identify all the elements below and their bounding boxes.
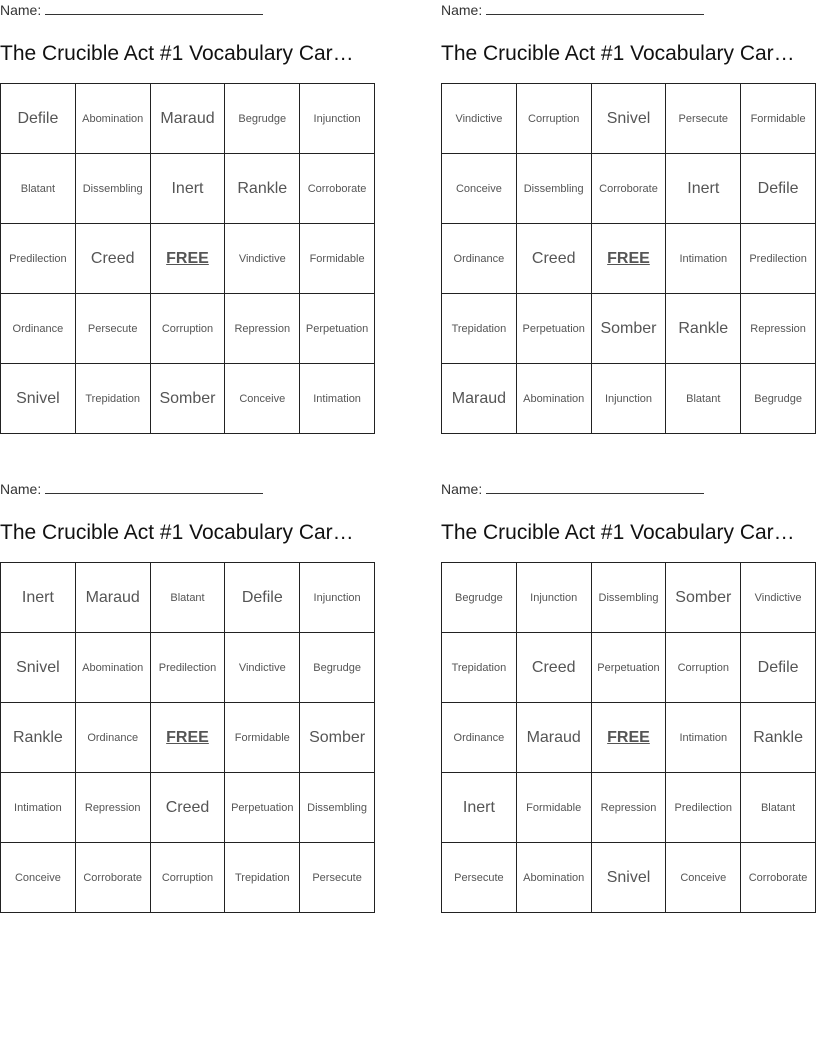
grid-cell[interactable]: Defile (1, 84, 76, 154)
name-underline[interactable] (45, 3, 263, 15)
grid-cell[interactable]: Somber (151, 364, 226, 434)
grid-cell[interactable]: Formidable (300, 224, 375, 294)
grid-cell[interactable]: Begrudge (300, 633, 375, 703)
grid-cell[interactable]: Ordinance (442, 703, 517, 773)
grid-cell[interactable]: Begrudge (225, 84, 300, 154)
grid-cell[interactable]: Abomination (76, 84, 151, 154)
grid-cell[interactable]: Begrudge (741, 364, 816, 434)
grid-cell[interactable]: Inert (666, 154, 741, 224)
grid-cell[interactable]: Snivel (1, 364, 76, 434)
grid-cell[interactable]: Creed (151, 773, 226, 843)
grid-cell[interactable]: Corruption (517, 84, 592, 154)
grid-cell[interactable]: Somber (592, 294, 667, 364)
grid-cell[interactable]: Blatant (151, 563, 226, 633)
card-title: The Crucible Act #1 Vocabulary Car… (441, 42, 795, 65)
grid-cell[interactable]: Corroborate (741, 843, 816, 913)
bingo-grid (441, 83, 816, 434)
name-label: Name: (441, 481, 483, 497)
grid-cell[interactable]: Dissembling (76, 154, 151, 224)
grid-cell[interactable]: Dissembling (517, 154, 592, 224)
free-space-cell[interactable]: FREE (151, 224, 226, 294)
grid-cell[interactable]: Blatant (741, 773, 816, 843)
grid-cell[interactable]: Formidable (741, 84, 816, 154)
card-title: The Crucible Act #1 Vocabulary Car… (0, 521, 354, 544)
grid-cell[interactable]: Rankle (666, 294, 741, 364)
grid-cell[interactable]: Snivel (592, 843, 667, 913)
free-space-cell[interactable]: FREE (592, 224, 667, 294)
grid-cell[interactable]: Injunction (517, 563, 592, 633)
grid-cell[interactable]: Ordinance (76, 703, 151, 773)
grid-cell[interactable]: Blatant (1, 154, 76, 224)
grid-cell[interactable]: Formidable (225, 703, 300, 773)
grid-cell[interactable]: Rankle (225, 154, 300, 224)
name-field (441, 2, 704, 18)
grid-cell[interactable]: Rankle (741, 703, 816, 773)
grid-cell[interactable]: Trepidation (76, 364, 151, 434)
bingo-grid (0, 83, 375, 434)
grid-cell[interactable]: Corruption (151, 843, 226, 913)
grid-cell[interactable]: Snivel (592, 84, 667, 154)
grid-cell[interactable]: Perpetuation (225, 773, 300, 843)
grid-cell[interactable]: Conceive (442, 154, 517, 224)
grid-cell[interactable]: Predilection (1, 224, 76, 294)
name-underline[interactable] (45, 482, 263, 494)
grid-cell[interactable]: Blatant (666, 364, 741, 434)
grid-cell[interactable]: Repression (592, 773, 667, 843)
grid-cell[interactable]: Vindictive (225, 224, 300, 294)
grid-cell[interactable]: Perpetuation (300, 294, 375, 364)
grid-cell[interactable]: Defile (741, 633, 816, 703)
name-underline[interactable] (486, 3, 704, 15)
grid-cell[interactable]: Maraud (517, 703, 592, 773)
grid-cell[interactable]: Inert (442, 773, 517, 843)
name-label: Name: (0, 2, 42, 18)
grid-cell[interactable]: Corruption (151, 294, 226, 364)
grid-cell[interactable]: Begrudge (442, 563, 517, 633)
grid-cell[interactable]: Abomination (517, 843, 592, 913)
grid-cell[interactable]: Persecute (300, 843, 375, 913)
grid-cell[interactable]: Corroborate (76, 843, 151, 913)
grid-cell[interactable]: Snivel (1, 633, 76, 703)
bingo-grid (441, 562, 816, 913)
grid-cell[interactable]: Inert (151, 154, 226, 224)
grid-cell[interactable]: Corroborate (592, 154, 667, 224)
grid-cell[interactable]: Intimation (666, 224, 741, 294)
grid-cell[interactable]: Creed (517, 633, 592, 703)
grid-cell[interactable]: Repression (225, 294, 300, 364)
grid-cell[interactable]: Abomination (76, 633, 151, 703)
grid-cell[interactable]: Intimation (300, 364, 375, 434)
grid-cell[interactable]: Corroborate (300, 154, 375, 224)
grid-cell[interactable]: Persecute (666, 84, 741, 154)
grid-cell[interactable]: Injunction (592, 364, 667, 434)
grid-cell[interactable]: Persecute (442, 843, 517, 913)
name-field (0, 481, 263, 497)
grid-cell[interactable]: Maraud (151, 84, 226, 154)
name-label: Name: (441, 2, 483, 18)
grid-cell[interactable]: Injunction (300, 563, 375, 633)
grid-cell[interactable]: Perpetuation (517, 294, 592, 364)
name-field (441, 481, 704, 497)
grid-cell[interactable]: Defile (225, 563, 300, 633)
grid-cell[interactable]: Creed (76, 224, 151, 294)
grid-cell[interactable]: Defile (741, 154, 816, 224)
grid-cell[interactable]: Predilection (666, 773, 741, 843)
grid-cell[interactable]: Predilection (741, 224, 816, 294)
free-space-cell[interactable]: FREE (151, 703, 226, 773)
name-label: Name: (0, 481, 42, 497)
grid-cell[interactable]: Formidable (517, 773, 592, 843)
card-title: The Crucible Act #1 Vocabulary Car… (441, 521, 795, 544)
grid-cell[interactable]: Maraud (442, 364, 517, 434)
grid-cell[interactable]: Maraud (76, 563, 151, 633)
grid-cell[interactable]: Somber (300, 703, 375, 773)
grid-cell[interactable]: Dissembling (592, 563, 667, 633)
grid-cell[interactable]: Vindictive (442, 84, 517, 154)
grid-cell[interactable]: Conceive (225, 364, 300, 434)
grid-cell[interactable]: Trepidation (225, 843, 300, 913)
grid-cell[interactable]: Vindictive (225, 633, 300, 703)
bingo-grid (0, 562, 375, 913)
grid-cell[interactable]: Ordinance (442, 224, 517, 294)
grid-cell[interactable]: Somber (666, 563, 741, 633)
grid-cell[interactable]: Conceive (1, 843, 76, 913)
grid-cell[interactable]: Corruption (666, 633, 741, 703)
grid-cell[interactable]: Intimation (1, 773, 76, 843)
grid-cell[interactable]: Creed (517, 224, 592, 294)
free-space-cell[interactable]: FREE (592, 703, 667, 773)
grid-cell[interactable]: Dissembling (300, 773, 375, 843)
grid-cell[interactable]: Injunction (300, 84, 375, 154)
grid-cell[interactable]: Trepidation (442, 294, 517, 364)
grid-cell[interactable]: Vindictive (741, 563, 816, 633)
grid-cell[interactable]: Repression (76, 773, 151, 843)
grid-cell[interactable]: Rankle (1, 703, 76, 773)
name-field (0, 2, 263, 18)
grid-cell[interactable]: Trepidation (442, 633, 517, 703)
name-underline[interactable] (486, 482, 704, 494)
grid-cell[interactable]: Predilection (151, 633, 226, 703)
grid-cell[interactable]: Inert (1, 563, 76, 633)
grid-cell[interactable]: Perpetuation (592, 633, 667, 703)
grid-cell[interactable]: Abomination (517, 364, 592, 434)
card-title: The Crucible Act #1 Vocabulary Car… (0, 42, 354, 65)
grid-cell[interactable]: Persecute (76, 294, 151, 364)
grid-cell[interactable]: Conceive (666, 843, 741, 913)
grid-cell[interactable]: Repression (741, 294, 816, 364)
grid-cell[interactable]: Ordinance (1, 294, 76, 364)
grid-cell[interactable]: Intimation (666, 703, 741, 773)
